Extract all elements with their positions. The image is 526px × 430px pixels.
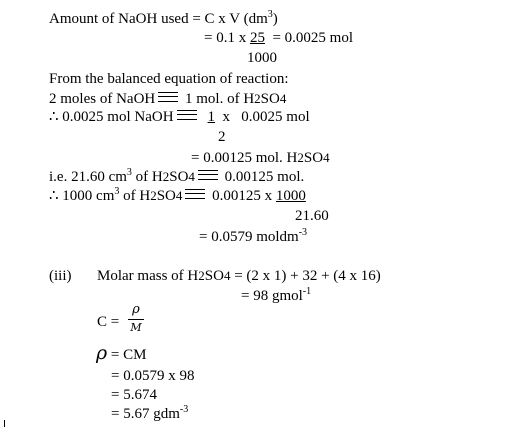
text: 0.00125 x (208, 188, 276, 204)
balanced-equation-heading (49, 70, 289, 88)
naoh-calc-line (204, 29, 353, 47)
text: = (2 x 1) + 32 + (4 x 16) (230, 268, 381, 284)
text: = 0.0579 moldm (199, 229, 299, 245)
superscript: -3 (179, 404, 189, 415)
thousand-cm3-denominator (295, 207, 329, 225)
text: = 5.674 (111, 387, 157, 403)
superscript: -3 (298, 227, 308, 238)
volume-mol-line (49, 168, 304, 186)
text: = 98 gmol (241, 288, 303, 304)
text: ∴ 1000 cm (49, 188, 115, 204)
fraction-bar (128, 319, 144, 320)
text: Amount of NaOH used = C x V (dm (49, 11, 268, 27)
density-result-line (111, 405, 188, 423)
naoh-calc-denominator (247, 49, 277, 67)
text: of H (131, 169, 163, 185)
text: = 0.0579 x 98 (111, 368, 195, 384)
equivalence-icon (158, 92, 178, 102)
subscript: 2 (254, 91, 261, 106)
text: 1 mol. of H (181, 91, 255, 107)
fraction-numerator: 1 (207, 109, 216, 125)
fraction-denominator: 21.60 (295, 208, 329, 224)
rho-numerator: ρ (132, 302, 140, 317)
text: From the balanced equation of reaction: (49, 71, 289, 87)
subscript: 2 (162, 169, 170, 184)
text: 0.00125 mol. (220, 169, 305, 185)
rho-symbol: ρ (96, 342, 108, 364)
part-label: (iii) (49, 268, 72, 284)
subscript: 4 (188, 169, 195, 184)
text: SO (260, 91, 280, 107)
text: = 0.1 x (204, 30, 250, 46)
superscript: -1 (302, 286, 312, 297)
text-cursor (4, 420, 5, 427)
density-value-line (111, 386, 157, 404)
subscript: 4 (323, 150, 330, 165)
text: = 0.00125 mol. H (191, 150, 298, 166)
text: = CM (107, 347, 147, 363)
superscript: 3 (126, 167, 132, 178)
text: SO (156, 188, 176, 204)
text: ∴ 0.0025 mol NaOH (49, 109, 174, 125)
text: 2 moles of NaOH (49, 91, 156, 107)
text: = 0.0025 mol (264, 30, 354, 46)
mole-ratio-line (49, 90, 286, 108)
text: C = (97, 314, 120, 330)
molar-mass-result (241, 287, 311, 305)
text: of H (119, 188, 151, 204)
fraction-denominator: 1000 (247, 50, 277, 66)
subscript: 2 (150, 188, 157, 203)
equivalence-icon (185, 189, 205, 199)
subscript: 2 (198, 268, 205, 283)
equivalence-icon (177, 110, 197, 120)
therefore-mol-line (49, 108, 310, 126)
subscript: 4 (175, 188, 183, 203)
thousand-cm3-line (49, 187, 306, 205)
therefore-mol-denominator (218, 128, 226, 146)
naoh-amount-line (49, 10, 278, 28)
density-calc-line (111, 367, 194, 385)
fraction-numerator: 25 (249, 30, 265, 46)
text: ) (272, 11, 278, 27)
molarity-result (199, 228, 307, 246)
rho-equals-cm-line (96, 344, 146, 364)
part-iii-label (49, 267, 72, 285)
concentration-formula (97, 313, 119, 331)
text: SO (303, 150, 324, 166)
text: i.e. 21.60 cm (49, 169, 127, 185)
text: SO (169, 169, 189, 185)
fraction-denominator: 2 (218, 129, 226, 145)
subscript: 4 (223, 268, 231, 283)
subscript: 4 (279, 91, 287, 106)
molar-mass-denominator: M (130, 321, 142, 334)
fraction-numerator: 1000 (275, 188, 306, 204)
molar-mass-line (97, 267, 381, 285)
equivalence-icon (198, 170, 218, 180)
acid-mol-result (191, 149, 330, 167)
text: = 5.67 gdm (111, 406, 180, 422)
text: SO (204, 268, 224, 284)
superscript: 3 (114, 186, 120, 197)
superscript: 3 (267, 9, 273, 20)
text: x 0.0025 mol (215, 109, 310, 125)
text: Molar mass of H (97, 268, 199, 284)
subscript: 2 (297, 150, 304, 165)
